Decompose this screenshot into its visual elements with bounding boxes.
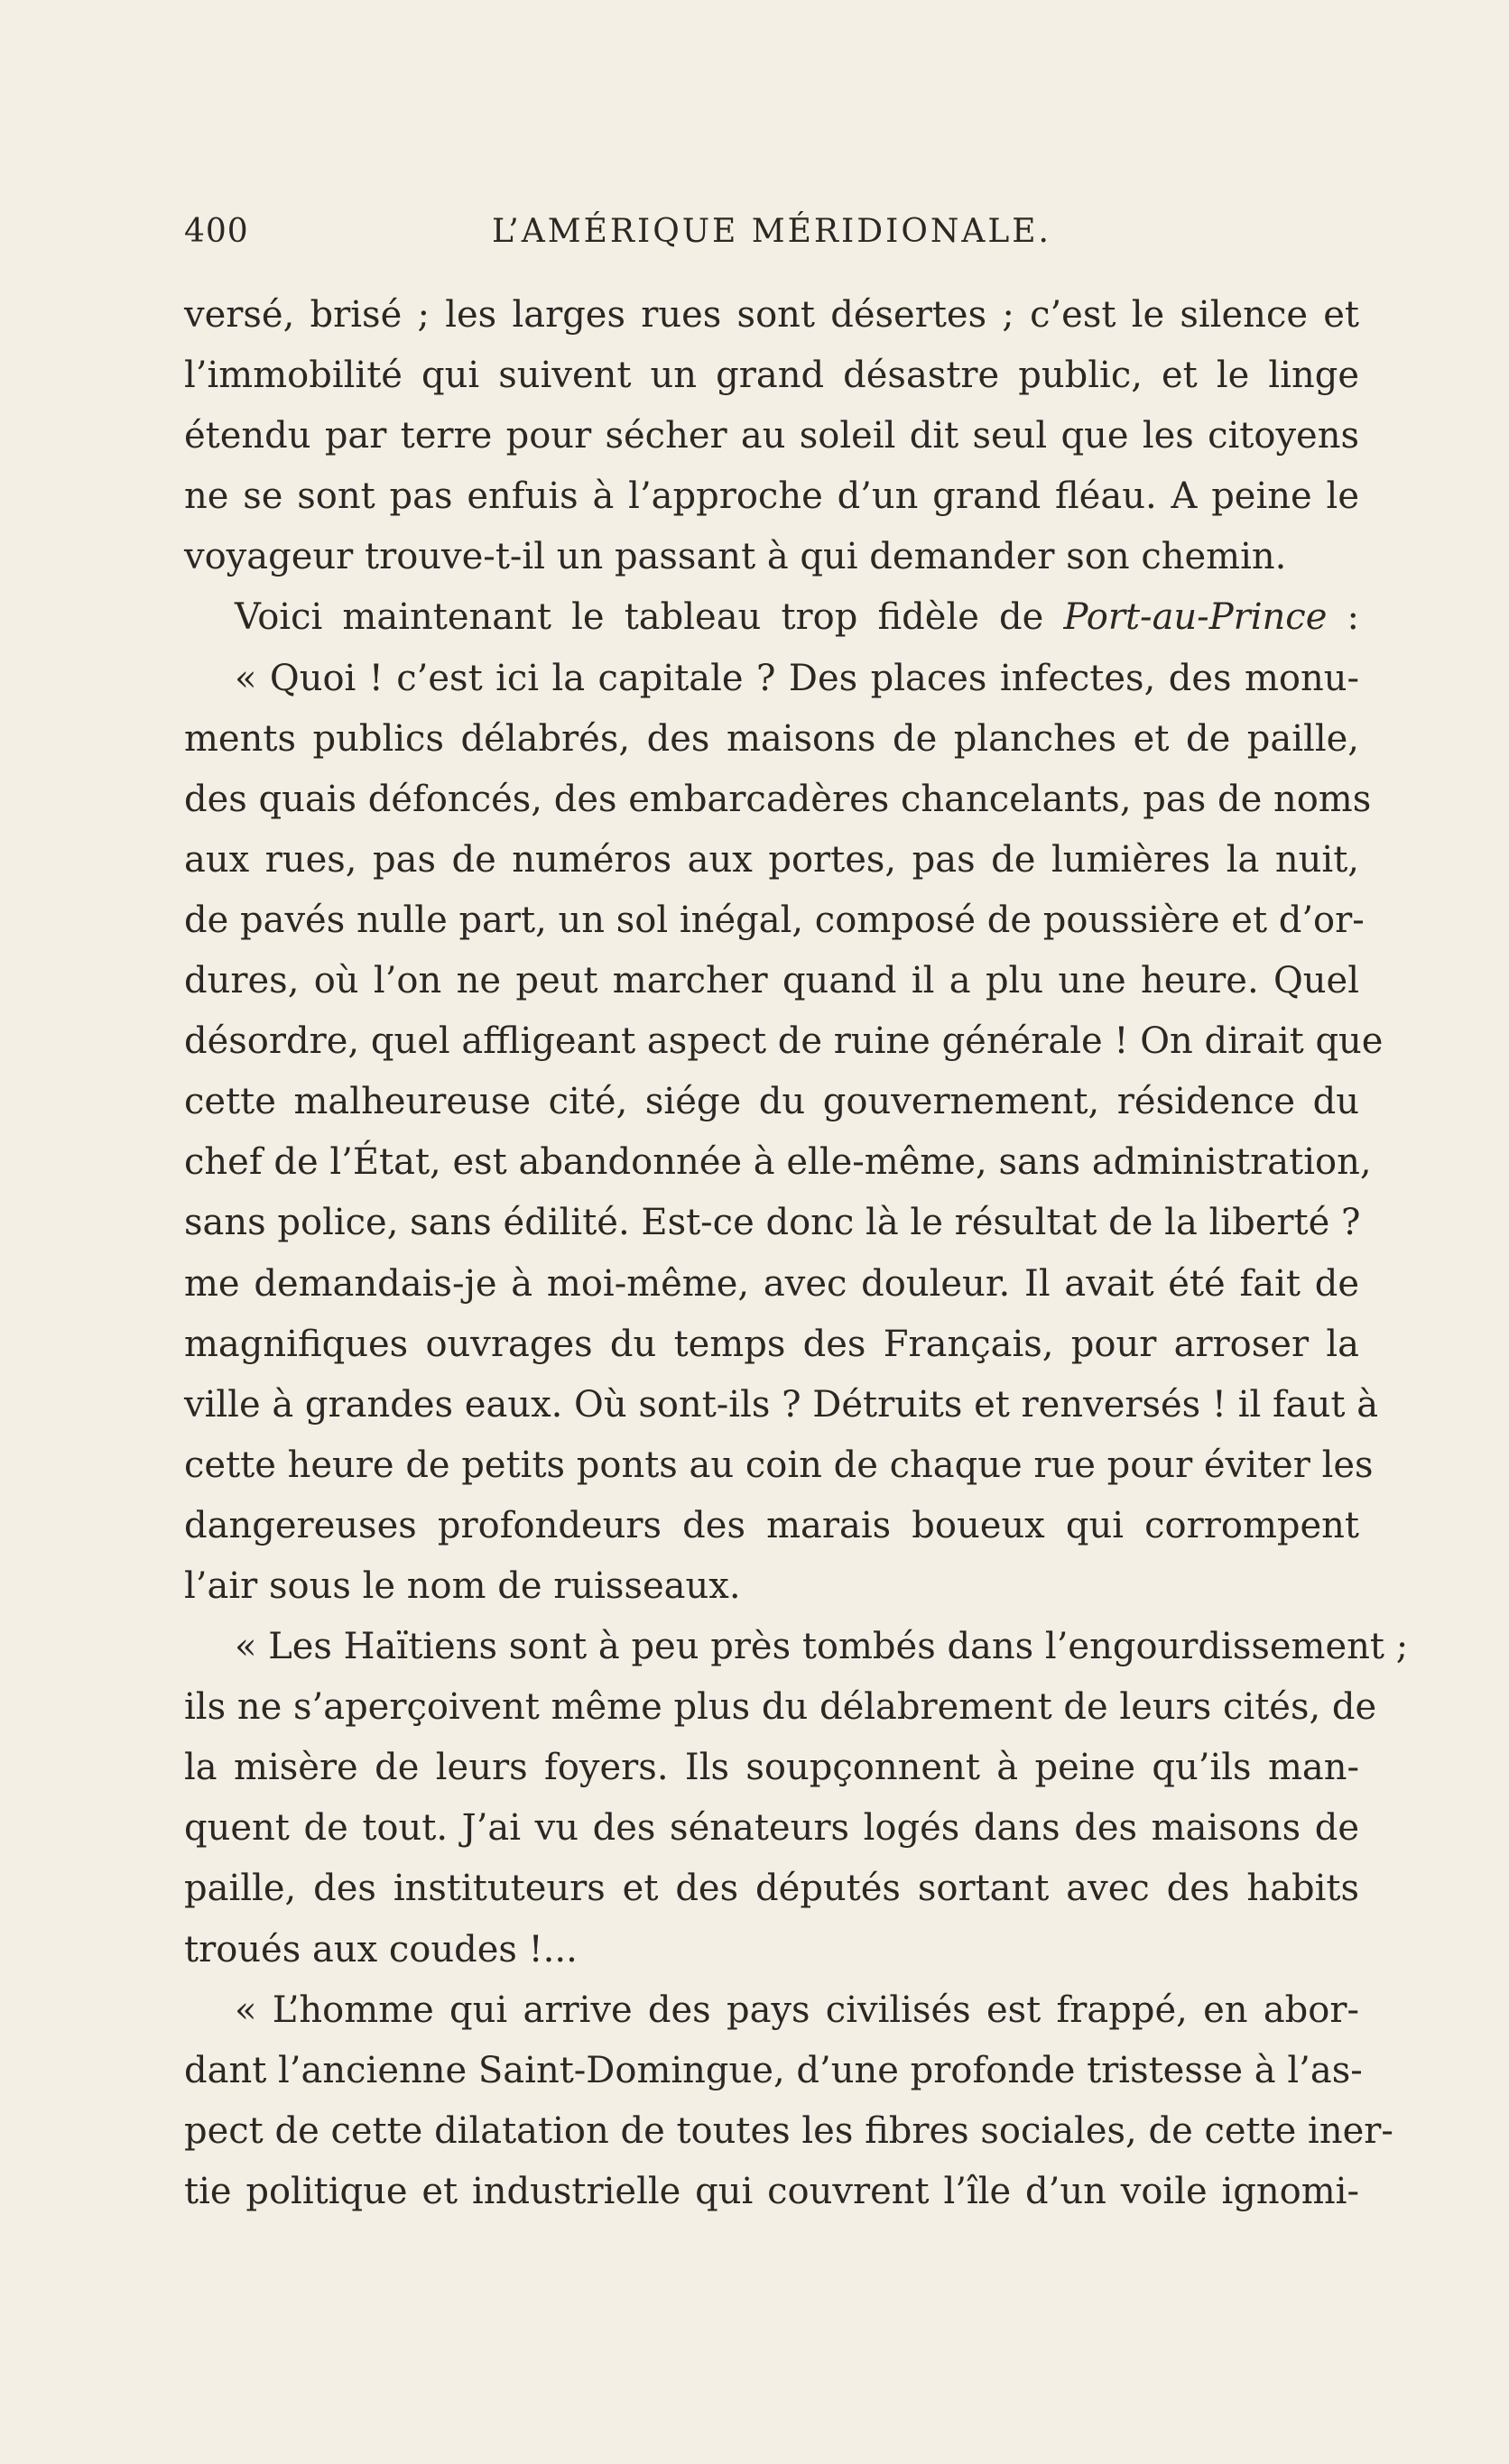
text-line: tie politique et industrielle qui couvrent l’île d’un voile ignomi- xyxy=(184,2170,1359,2212)
text-line: « Les Haïtiens sont à peu près tombés dans l’engourdissement ; xyxy=(235,1626,1409,1668)
text-line: troués aux coudes !... xyxy=(184,1928,578,1970)
text-line: magnifiques ouvrages du temps des Français, pour arroser la xyxy=(184,1323,1359,1365)
text-line: « L’homme qui arrive des pays civilisés est frappé, en abor- xyxy=(235,1989,1359,2031)
running-title: L’AMÉRIQUE MÉRIDIONALE. xyxy=(492,213,1051,250)
text-line: quent de tout. J’ai vu des sénateurs logés dans des maisons de xyxy=(184,1807,1359,1850)
text-segment: Voici maintenant le tableau trop fidèle de xyxy=(235,596,1064,639)
text-line xyxy=(184,587,1359,648)
text-segment: : xyxy=(1327,596,1359,639)
text-line: ne se sont pas enfuis à l’approche d’un grand fléau. A peine le xyxy=(184,475,1359,518)
text-line: des quais défoncés, des embarcadères chancelants, pas de noms xyxy=(184,778,1372,820)
text-line: désordre, quel affligeant aspect de ruine générale ! On dirait que xyxy=(184,1020,1384,1063)
text-line: me demandais-je à moi-même, avec douleur. Il avait été fait de xyxy=(184,1262,1359,1305)
text-line: étendu par terre pour sécher au soleil dit seul que les citoyens xyxy=(184,415,1359,457)
page-number: 400 xyxy=(184,213,249,250)
text-line: paille, des instituteurs et des députés sortant avec des habits xyxy=(184,1868,1359,1910)
text-line: ils ne s’aperçoivent même plus du délabrement de leurs cités, de xyxy=(184,1686,1377,1729)
text-line: aux rues, pas de numéros aux portes, pas de lumières la nuit, xyxy=(184,838,1359,881)
page-header xyxy=(184,213,1359,267)
text-line: ments publics délabrés, des maisons de planches et de paille, xyxy=(184,717,1359,760)
text-line: l’immobilité qui suivent un grand désastre public, et le linge xyxy=(184,355,1359,397)
text-line: chef de l’État, est abandonnée à elle-même, sans administration, xyxy=(184,1141,1372,1184)
text-line: l’air sous le nom de ruisseaux. xyxy=(184,1564,741,1607)
text-line: de pavés nulle part, un sol inégal, composé de poussière et d’or- xyxy=(184,899,1365,941)
text-line: cette heure de petits ponts au coin de chaque rue pour éviter les xyxy=(184,1444,1374,1486)
text-line: cette malheureuse cité, siége du gouvernement, résidence du xyxy=(184,1081,1359,1123)
text-line: pect de cette dilatation de toutes les fibres sociales, de cette iner- xyxy=(184,2109,1393,2152)
body-text xyxy=(184,285,1409,2222)
italic-place-name: Port-au-Prince xyxy=(1063,596,1328,639)
text-line: voyageur trouve-t-il un passant à qui demander son chemin. xyxy=(184,536,1287,578)
text-line: dant l’ancienne Saint-Domingue, d’une profonde tristesse à l’as- xyxy=(184,2049,1363,2091)
text-line: dures, où l’on ne peut marcher quand il a plu une heure. Quel xyxy=(184,960,1359,1002)
text-line: dangereuses profondeurs des marais boueux qui corrompent xyxy=(184,1504,1359,1546)
text-line: versé, brisé ; les larges rues sont désertes ; c’est le silence et xyxy=(184,294,1359,336)
text-line: « Quoi ! c’est ici la capitale ? Des places infectes, des monu- xyxy=(235,657,1359,699)
text-line: ville à grandes eaux. Où sont-ils ? Détruits et renversés ! il faut à xyxy=(184,1383,1379,1426)
text-line: sans police, sans édilité. Est-ce donc là le résultat de la liberté ? xyxy=(184,1202,1361,1244)
text-line: la misère de leurs foyers. Ils soupçonnent à peine qu’ils man- xyxy=(184,1747,1359,1789)
